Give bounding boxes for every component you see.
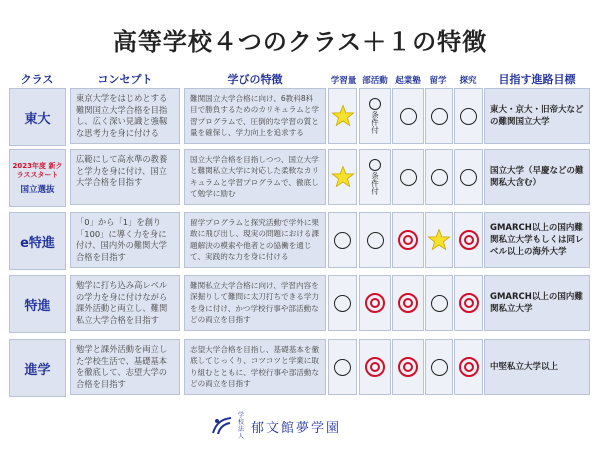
header-features: 学びの特徴 — [227, 73, 283, 86]
class-subname: 国立選抜 — [20, 184, 55, 195]
feature-mark-cell — [425, 88, 453, 144]
concept-cell: 勉学に打ち込み高レベルの学力を身に付けながら課外活動と両立し、難関私立大学合格を目指す — [70, 275, 180, 331]
goal-cell — [484, 275, 590, 331]
class-name-cell — [9, 275, 66, 333]
feature-mark-cell — [392, 275, 424, 331]
header-class: クラス — [20, 73, 54, 86]
circle-mark — [400, 169, 417, 186]
concept-cell: 東京大学をはじめとする難関国立大学合格を目指し、広く深い見識と強靱な思考力を身に付ける — [70, 88, 180, 144]
class-name-cell — [9, 88, 66, 146]
feature-mark-cell — [454, 88, 483, 144]
header-study: 学習量 — [330, 76, 357, 86]
feature-mark-cell — [454, 149, 483, 205]
feature-mark-cell — [359, 275, 391, 331]
page-title: 高等学校４つのクラス＋１の特徴 — [112, 28, 488, 56]
footer-corporation-label: 学校法人 — [238, 412, 245, 440]
circle-mark — [431, 359, 448, 376]
feature-mark-cell — [359, 212, 391, 268]
circle-mark — [431, 108, 448, 125]
class-row — [0, 212, 600, 268]
feature-mark-cell — [425, 275, 453, 331]
class-name: 東大 — [24, 111, 51, 127]
goal-cell — [484, 212, 590, 268]
double-circle-mark — [459, 293, 479, 313]
goal-text: 中堅私立大学以上 — [490, 362, 559, 372]
goal-text: 東大・京大・旧帝大などの難関国立大学 — [490, 105, 584, 127]
feature-mark-cell — [328, 149, 357, 205]
school-emblem-icon — [210, 415, 234, 437]
circle-mark — [334, 359, 351, 376]
feature-mark-cell — [392, 149, 424, 205]
double-circle-mark — [459, 357, 479, 377]
features-cell: 難関国立大学合格に向け、6教科8科目で勝負するためのカリキュラムと学習プログラムで、圧倒的な学習の質と量を確保し、学力向上を追求する — [184, 88, 326, 144]
class-row — [0, 149, 600, 205]
feature-mark-cell — [359, 149, 391, 205]
feature-mark-cell — [425, 149, 453, 205]
features-cell: 志望大学合格を目指し、基礎基本を徹底してじっくり、コツコツと学業に取り組むとともに、学校行事や部活動などの両立を目指す — [184, 339, 326, 395]
double-circle-mark — [365, 357, 385, 377]
feature-mark-cell — [425, 339, 453, 395]
class-name-cell — [9, 212, 66, 270]
feature-mark-cell — [328, 339, 357, 395]
goal-cell — [484, 88, 590, 144]
feature-mark-cell — [454, 339, 483, 395]
feature-mark-cell — [359, 339, 391, 395]
double-circle-mark — [459, 230, 479, 250]
header-entrepreneur: 起業塾 — [395, 76, 421, 86]
circle-mark — [334, 295, 351, 312]
concept-cell: 「0」から「1」を創り「100」に導く力を身に付け、国内外の難関大学合格を目指す — [70, 212, 180, 268]
features-cell: 留学プログラムと探究活動で学外に果敢に飛び出し、現実の問題における課題解決の模索や他者との協働を通じて、実践的な力を身に付ける — [184, 212, 326, 268]
goal-text: GMARCH以上の国内難関私立大学 — [490, 292, 583, 314]
concept-cell: 勉学と課外活動を両立した学校生活で、基礎基本を徹底して、志望大学の合格を目指す — [70, 339, 180, 395]
footer-logo — [210, 414, 400, 438]
feature-mark-cell — [328, 88, 357, 144]
double-circle-mark — [398, 357, 418, 377]
double-circle-mark — [398, 293, 418, 313]
features-cell: 国立大学合格を目指しつつ、国立大学と難関私立大学に対応した柔軟なカリキュラムと学習プログラムで、徹底して勉学に励む — [184, 149, 326, 205]
class-name-cell — [9, 149, 66, 207]
double-circle-mark — [365, 293, 385, 313]
feature-mark-cell — [392, 339, 424, 395]
class-name: e特進 — [20, 235, 55, 251]
feature-mark-cell — [328, 275, 357, 331]
feature-mark-cell — [328, 212, 357, 268]
circle-mark — [400, 108, 417, 125]
condition-label: 条件付 — [370, 111, 380, 134]
feature-mark-cell — [454, 212, 483, 268]
circle-mark — [431, 169, 448, 186]
feature-mark-cell — [454, 275, 483, 331]
circle-mark — [334, 232, 351, 249]
header-abroad: 留学 — [429, 76, 447, 86]
feature-mark-cell — [359, 88, 391, 144]
circle-mark — [460, 169, 477, 186]
goal-text: 国立大学（早慶などの難関私大含む） — [490, 166, 584, 188]
goal-cell — [484, 339, 590, 395]
feature-mark-cell — [392, 88, 424, 144]
conditional-mark — [369, 159, 381, 195]
header-club: 部活動 — [362, 76, 388, 86]
star-icon — [331, 104, 355, 128]
double-circle-mark — [398, 230, 418, 250]
class-name-cell — [9, 339, 66, 397]
header-inquiry: 探究 — [459, 76, 477, 86]
class-row — [0, 339, 600, 395]
header-goal: 目指す進路目標 — [498, 73, 576, 86]
header-concept: コンセプト — [97, 73, 153, 86]
circle-mark — [367, 232, 384, 249]
concept-cell: 広範にして高水準の教養と学力を身に付け、国立大学合格を目指す — [70, 149, 180, 205]
goal-cell — [484, 149, 590, 205]
features-cell: 難関私立大学合格に向け、学習内容を深掘りして難問に太刀打ちできる学力を身に付け、かつ学校行事や部活動などの両立を目指す — [184, 275, 326, 331]
conditional-mark — [369, 98, 381, 134]
goal-text: GMARCH以上の国内難関私立大学もしくは同レベル以上の海外大学 — [490, 223, 584, 257]
circle-mark — [431, 295, 448, 312]
class-name: 進学 — [24, 362, 51, 378]
feature-mark-cell — [425, 212, 453, 268]
condition-label: 条件付 — [370, 172, 380, 195]
circle-mark — [460, 108, 477, 125]
class-row — [0, 88, 600, 144]
feature-mark-cell — [392, 212, 424, 268]
footer-school-name: 郁文館夢学園 — [251, 420, 342, 436]
class-row — [0, 275, 600, 331]
star-icon — [427, 228, 451, 252]
new-class-tag: 2023年度 新クラススタート — [12, 161, 63, 179]
class-name: 特進 — [24, 298, 51, 314]
star-icon — [331, 165, 355, 189]
